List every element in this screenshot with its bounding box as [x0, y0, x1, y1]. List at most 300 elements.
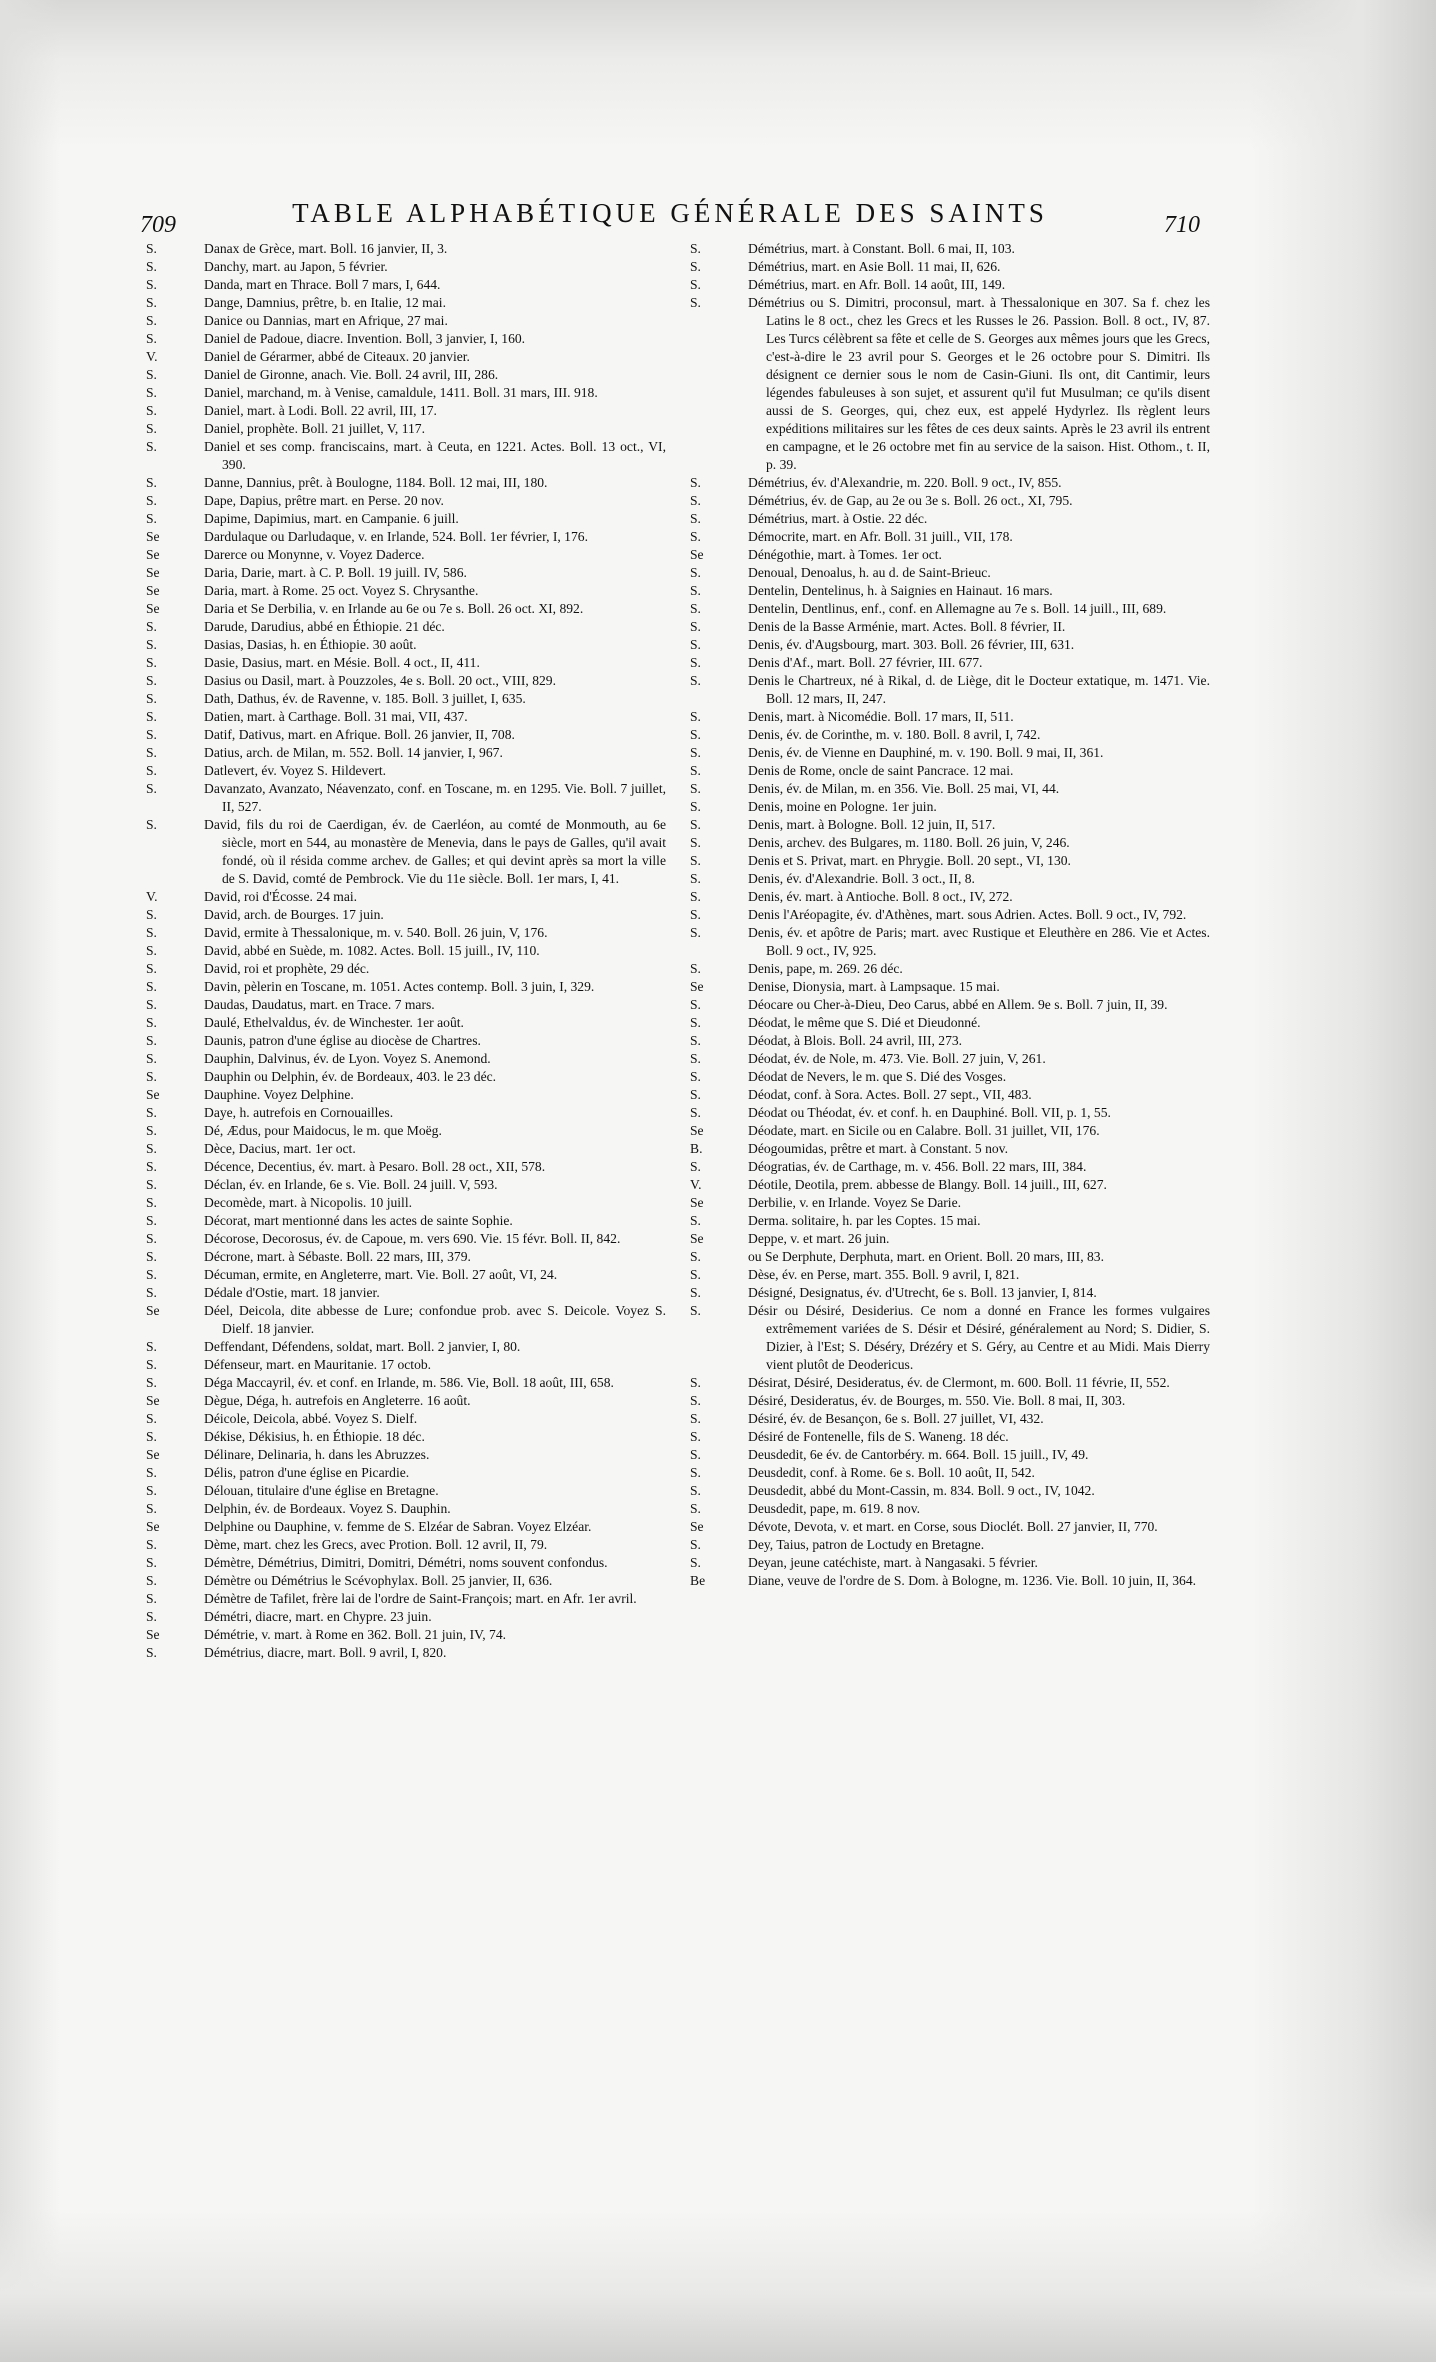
entry-text: David, fils du roi de Caerdigan, év. de Caerléon, au comté de Monmouth, au 6e siècle, mort en 544, au monastère de Menevia, dans le pays de Galles, qu'il avait fondé, où il résida comme archev. de Galles; et qui devint après sa mort la ville de S. David, comté de Pembrock. Vie du 11e siècle. Boll. 1er mars, I, 41.	[204, 817, 666, 886]
entry-prefix: S.	[146, 1213, 157, 1228]
scan-bottom-edge	[0, 2210, 1436, 2362]
entry-prefix: S.	[690, 745, 701, 760]
index-entry	[690, 1554, 1210, 1572]
index-entry	[146, 1464, 666, 1482]
index-entry	[690, 564, 1210, 582]
entry-prefix: S.	[146, 1573, 157, 1588]
entry-text: Deusdedit, abbé du Mont-Cassin, m. 834. Boll. 9 oct., IV, 1042.	[748, 1483, 1095, 1498]
index-entry	[146, 654, 666, 672]
index-entry	[146, 978, 666, 996]
index-entry	[146, 1518, 666, 1536]
entry-text: Denise, Dionysia, mart. à Lampsaque. 15 mai.	[748, 979, 1000, 994]
index-entry	[146, 420, 666, 438]
entry-prefix: S.	[146, 277, 157, 292]
index-entry	[146, 1248, 666, 1266]
index-entry	[690, 1086, 1210, 1104]
index-entry	[146, 1446, 666, 1464]
entry-prefix: S.	[146, 1069, 157, 1084]
entry-text: Dé, Ædus, pour Maidocus, le m. que Moëg.	[204, 1123, 442, 1138]
entry-text: Dasius ou Dasil, mart. à Pouzzoles, 4e s. Boll. 20 oct., VIII, 829.	[204, 673, 557, 688]
index-entry	[146, 1212, 666, 1230]
entry-text: Daniel de Padoue, diacre. Invention. Boll, 3 janvier, I, 160.	[204, 331, 526, 346]
entry-prefix: S.	[146, 1033, 157, 1048]
entry-prefix: S.	[146, 979, 157, 994]
index-entry	[690, 978, 1210, 996]
entry-text: Déodat, conf. à Sora. Actes. Boll. 27 sept., VII, 483.	[748, 1087, 1032, 1102]
entry-text: Daniel, marchand, m. à Venise, camaldule, 1411. Boll. 31 mars, III. 918.	[204, 385, 598, 400]
entry-text: Daniel, prophète. Boll. 21 juillet, V, 117.	[204, 421, 426, 436]
entry-text: Démétrius, mart. à Ostie. 22 déc.	[748, 511, 928, 526]
entry-prefix: Se	[690, 547, 704, 562]
index-entry	[690, 834, 1210, 852]
index-entry	[690, 294, 1210, 474]
index-entry	[146, 312, 666, 330]
entry-text: Dey, Taius, patron de Loctudy en Bretagne.	[748, 1537, 985, 1552]
entry-text: Déga Maccayril, év. et conf. en Irlande, m. 586. Vie, Boll. 18 août, III, 658.	[204, 1375, 614, 1390]
entry-text: David, abbé en Suède, m. 1082. Actes. Boll. 15 juill., IV, 110.	[204, 943, 540, 958]
index-entry	[690, 474, 1210, 492]
index-entry	[146, 492, 666, 510]
entry-prefix: S.	[690, 907, 701, 922]
entry-text: Denis et S. Privat, mart. en Phrygie. Boll. 20 sept., VI, 130.	[748, 853, 1071, 868]
index-entry	[690, 654, 1210, 672]
entry-text: David, roi d'Écosse. 24 mai.	[204, 889, 358, 904]
entry-text: Dauphine. Voyez Delphine.	[204, 1087, 354, 1102]
index-entry	[146, 960, 666, 978]
index-entry	[146, 1014, 666, 1032]
index-entry	[146, 1266, 666, 1284]
entry-text: Dardulaque ou Darludaque, v. en Irlande, 524. Boll. 1er février, I, 176.	[204, 529, 588, 544]
entry-text: Désir ou Désiré, Desiderius. Ce nom a donné en France les formes vulgaires extrêmement variées de S. Désir et Désiré, généralement au Nord; S. Didier, S. Dizier, à l'Est; S. Déséry, Drézéry et S. Géry, au Centre et au Midi. Mais Dierry vient plutôt de Deodericus.	[748, 1303, 1210, 1372]
entry-prefix: S.	[146, 1375, 157, 1390]
entry-text: Désiré, év. de Besançon, 6e s. Boll. 27 juillet, VI, 432.	[748, 1411, 1044, 1426]
entry-text: Délouan, titulaire d'une église en Bretagne.	[204, 1483, 439, 1498]
index-entry	[690, 1446, 1210, 1464]
entry-text: Défenseur, mart. en Mauritanie. 17 octob.	[204, 1357, 432, 1372]
entry-prefix: S.	[690, 817, 701, 832]
index-entry	[690, 1572, 1210, 1590]
entry-text: Dape, Dapius, prêtre mart. en Perse. 20 nov.	[204, 493, 444, 508]
entry-text: Démètre de Tafilet, frère lai de l'ordre de Saint-François; mart. en Afr. 1er avril.	[204, 1591, 637, 1606]
entry-prefix: S.	[146, 673, 157, 688]
entry-prefix: Se	[146, 565, 160, 580]
entry-text: Daudas, Daudatus, mart. en Trace. 7 mars.	[204, 997, 435, 1012]
index-entry	[146, 1500, 666, 1518]
entry-prefix: S.	[146, 403, 157, 418]
entry-text: Démétrie, v. mart. à Rome en 362. Boll. 21 juin, IV, 74.	[204, 1627, 507, 1642]
index-entry	[146, 1140, 666, 1158]
index-entry	[146, 1374, 666, 1392]
entry-text: Dèse, év. en Perse, mart. 355. Boll. 9 avril, I, 821.	[748, 1267, 1020, 1282]
entry-text: Deppe, v. et mart. 26 juin.	[748, 1231, 890, 1246]
index-entry	[690, 726, 1210, 744]
entry-prefix: S.	[146, 745, 157, 760]
entry-text: Démétrius, év. d'Alexandrie, m. 220. Boll. 9 oct., IV, 855.	[748, 475, 1062, 490]
entry-text: Démétrius, év. de Gap, au 2e ou 3e s. Boll. 26 oct., XI, 795.	[748, 493, 1073, 508]
entry-prefix: S.	[690, 1555, 701, 1570]
entry-prefix: S.	[146, 1429, 157, 1444]
entry-prefix: Se	[146, 1393, 160, 1408]
entry-prefix: S.	[146, 1609, 157, 1624]
index-entry	[146, 1338, 666, 1356]
index-entry	[146, 294, 666, 312]
entry-prefix: S.	[146, 1105, 157, 1120]
entry-prefix: S.	[146, 925, 157, 940]
entry-prefix: S.	[690, 1213, 701, 1228]
entry-prefix: S.	[690, 835, 701, 850]
entry-prefix: S.	[690, 673, 701, 688]
entry-prefix: Se	[146, 1627, 160, 1642]
scan-top-edge	[0, 0, 1436, 150]
entry-prefix: S.	[690, 997, 701, 1012]
index-entry	[690, 1518, 1210, 1536]
index-entry	[690, 600, 1210, 618]
entry-prefix: S.	[146, 1357, 157, 1372]
entry-text: Démocrite, mart. en Afr. Boll. 31 juill., VII, 178.	[748, 529, 1013, 544]
index-entry	[146, 402, 666, 420]
entry-text: Davin, pèlerin en Toscane, m. 1051. Actes contemp. Boll. 3 juin, I, 329.	[204, 979, 595, 994]
entry-prefix: S.	[146, 475, 157, 490]
entry-prefix: S.	[146, 1249, 157, 1264]
entry-prefix: Se	[146, 1519, 160, 1534]
entry-text: Démétrius, diacre, mart. Boll. 9 avril, I, 820.	[204, 1645, 447, 1660]
index-entry	[146, 1068, 666, 1086]
index-entry	[690, 798, 1210, 816]
entry-prefix: S.	[690, 475, 701, 490]
entry-prefix: S.	[690, 727, 701, 742]
left-column	[146, 240, 666, 1662]
entry-prefix: S.	[690, 1285, 701, 1300]
index-entry	[146, 582, 666, 600]
index-entry	[146, 546, 666, 564]
entry-text: Déodat ou Théodat, év. et conf. h. en Dauphiné. Boll. VII, p. 1, 55.	[748, 1105, 1111, 1120]
entry-prefix: S.	[146, 1159, 157, 1174]
entry-prefix: S.	[146, 709, 157, 724]
entry-prefix: S.	[146, 421, 157, 436]
entry-prefix: S.	[690, 1015, 701, 1030]
index-entry	[146, 510, 666, 528]
index-entry	[690, 852, 1210, 870]
entry-text: Déodat, le même que S. Dié et Dieudonné.	[748, 1015, 981, 1030]
entry-prefix: S.	[690, 655, 701, 670]
entry-text: Dédale d'Ostie, mart. 18 janvier.	[204, 1285, 380, 1300]
entry-prefix: S.	[690, 1501, 701, 1516]
entry-text: Denis, archev. des Bulgares, m. 1180. Boll. 26 juin, V, 246.	[748, 835, 1070, 850]
index-entry	[690, 636, 1210, 654]
entry-text: Daria, mart. à Rome. 25 oct. Voyez S. Chrysanthe.	[204, 583, 479, 598]
index-entry	[146, 1428, 666, 1446]
scan-left-edge	[0, 0, 60, 2362]
index-entry	[146, 1626, 666, 1644]
entry-prefix: S.	[690, 853, 701, 868]
entry-prefix: S.	[146, 1537, 157, 1552]
entry-prefix: S.	[146, 1015, 157, 1030]
entry-text: Daulé, Ethelvaldus, év. de Winchester. 1er août.	[204, 1015, 464, 1030]
entry-text: Datlevert, év. Voyez S. Hildevert.	[204, 763, 387, 778]
entry-prefix: V.	[146, 349, 158, 364]
entry-prefix: Se	[146, 601, 160, 616]
entry-text: Denis, mart. à Bologne. Boll. 12 juin, II, 517.	[748, 817, 996, 832]
index-entry	[146, 1302, 666, 1338]
entry-prefix: S.	[146, 1465, 157, 1480]
index-entry	[690, 1410, 1210, 1428]
index-entry	[146, 1050, 666, 1068]
entry-prefix: S.	[146, 1141, 157, 1156]
entry-prefix: S.	[146, 1339, 157, 1354]
entry-text: Danice ou Dannias, mart en Afrique, 27 mai.	[204, 313, 448, 328]
entry-prefix: Se	[146, 583, 160, 598]
entry-text: Dauphin ou Delphin, év. de Bordeaux, 403. le 23 déc.	[204, 1069, 497, 1084]
index-entry	[690, 780, 1210, 798]
entry-text: Dentelin, Dentelinus, h. à Saignies en Hainaut. 16 mars.	[748, 583, 1053, 598]
index-entry	[146, 780, 666, 816]
entry-prefix: S.	[146, 727, 157, 742]
entry-text: Dasie, Dasius, mart. en Mésie. Boll. 4 oct., II, 411.	[204, 655, 480, 670]
index-entry	[146, 672, 666, 690]
index-entry	[690, 1464, 1210, 1482]
entry-text: Dasias, Dasias, h. en Éthiopie. 30 août.	[204, 637, 417, 652]
index-entry	[146, 474, 666, 492]
entry-text: Denis de la Basse Arménie, mart. Actes. Boll. 8 février, II.	[748, 619, 1066, 634]
index-entry	[146, 1122, 666, 1140]
index-entry	[146, 240, 666, 258]
index-entry	[146, 744, 666, 762]
entry-text: Déogoumidas, prêtre et mart. à Constant. 5 nov.	[748, 1141, 1008, 1156]
entry-prefix: S.	[690, 1447, 701, 1462]
index-entry	[146, 816, 666, 888]
entry-prefix: S.	[690, 1105, 701, 1120]
index-entry	[146, 726, 666, 744]
entry-prefix: S.	[690, 1069, 701, 1084]
entry-prefix: S.	[690, 1393, 701, 1408]
entry-text: Déodat, év. de Nole, m. 473. Vie. Boll. 27 juin, V, 261.	[748, 1051, 1046, 1066]
entry-prefix: S.	[690, 601, 701, 616]
entry-prefix: S.	[690, 583, 701, 598]
entry-text: David, roi et prophète, 29 déc.	[204, 961, 370, 976]
entry-prefix: V.	[146, 889, 158, 904]
entry-text: Déicole, Deicola, abbé. Voyez S. Dielf.	[204, 1411, 418, 1426]
entry-text: Delphin, év. de Bordeaux. Voyez S. Dauphin.	[204, 1501, 451, 1516]
entry-text: Délis, patron d'une église en Picardie.	[204, 1465, 410, 1480]
entry-text: Denis, év. mart. à Antioche. Boll. 8 oct., IV, 272.	[748, 889, 1013, 904]
entry-prefix: S.	[146, 637, 157, 652]
entry-prefix: S.	[146, 331, 157, 346]
entry-prefix: S.	[146, 817, 157, 832]
entry-prefix: S.	[690, 961, 701, 976]
entry-prefix: S.	[690, 763, 701, 778]
entry-prefix: S.	[690, 1375, 701, 1390]
entry-text: Dentelin, Dentlinus, enf., conf. en Allemagne au 7e s. Boll. 14 juill., III, 689.	[748, 601, 1167, 616]
entry-text: Déclan, év. en Irlande, 6e s. Vie. Boll. 24 juill. V, 593.	[204, 1177, 498, 1192]
entry-text: David, arch. de Bourges. 17 juin.	[204, 907, 384, 922]
entry-text: Denis, év. et apôtre de Paris; mart. avec Rustique et Eleuthère en 286. Vie et Actes. Boll. 9 oct., IV, 925.	[748, 925, 1210, 958]
entry-text: Daniel, mart. à Lodi. Boll. 22 avril, III, 17.	[204, 403, 437, 418]
entry-prefix: S.	[146, 241, 157, 256]
index-entry	[146, 1194, 666, 1212]
entry-prefix: V.	[690, 1177, 702, 1192]
entry-text: Dègue, Déga, h. autrefois en Angleterre. 16 août.	[204, 1393, 471, 1408]
index-entry	[690, 906, 1210, 924]
entry-text: Denis, moine en Pologne. 1er juin.	[748, 799, 937, 814]
entry-prefix: S.	[690, 511, 701, 526]
entry-text: Datius, arch. de Milan, m. 552. Boll. 14 janvier, I, 967.	[204, 745, 503, 760]
index-entry	[146, 276, 666, 294]
index-entry	[146, 564, 666, 582]
index-entry	[146, 1230, 666, 1248]
entry-prefix: S.	[690, 493, 701, 508]
entry-text: Darude, Darudius, abbé en Éthiopie. 21 déc.	[204, 619, 445, 634]
entry-prefix: S.	[690, 565, 701, 580]
entry-text: Démétrius, mart. à Constant. Boll. 6 mai, II, 103.	[748, 241, 1015, 256]
entry-prefix: S.	[146, 1123, 157, 1138]
entry-prefix: S.	[146, 259, 157, 274]
index-entry	[690, 1230, 1210, 1248]
entry-prefix: S.	[690, 799, 701, 814]
entry-text: Démétrius, mart. en Asie Boll. 11 mai, II, 626.	[748, 259, 1001, 274]
entry-text: Démétri, diacre, mart. en Chypre. 23 juin.	[204, 1609, 432, 1624]
index-entry	[690, 1158, 1210, 1176]
entry-text: David, ermite à Thessalonique, m. v. 540. Boll. 26 juin, V, 176.	[204, 925, 548, 940]
entry-prefix: S.	[146, 655, 157, 670]
index-entry	[146, 1554, 666, 1572]
entry-prefix: S.	[690, 709, 701, 724]
entry-text: Daye, h. autrefois en Cornouailles.	[204, 1105, 394, 1120]
entry-prefix: S.	[146, 1267, 157, 1282]
index-entry	[146, 1104, 666, 1122]
index-entry	[146, 1032, 666, 1050]
index-entry	[690, 816, 1210, 834]
entry-text: Désiré de Fontenelle, fils de S. Waneng. 18 déc.	[748, 1429, 1009, 1444]
entry-text: Denis, mart. à Nicomédie. Boll. 17 mars, II, 511.	[748, 709, 1014, 724]
index-entry	[146, 636, 666, 654]
index-entry	[146, 438, 666, 474]
index-entry	[690, 510, 1210, 528]
entry-text: Dénégothie, mart. à Tomes. 1er oct.	[748, 547, 942, 562]
entry-prefix: B.	[690, 1141, 703, 1156]
index-entry	[146, 1176, 666, 1194]
entry-text: Deusdedit, pape, m. 619. 8 nov.	[748, 1501, 921, 1516]
entry-text: Diane, veuve de l'ordre de S. Dom. à Bologne, m. 1236. Vie. Boll. 10 juin, II, 364.	[748, 1573, 1197, 1588]
entry-text: Décuman, ermite, en Angleterre, mart. Vie. Boll. 27 août, VI, 24.	[204, 1267, 558, 1282]
entry-text: Daria, Darie, mart. à C. P. Boll. 19 juill. IV, 586.	[204, 565, 467, 580]
entry-prefix: S.	[146, 493, 157, 508]
index-entry	[146, 528, 666, 546]
entry-prefix: S.	[690, 1051, 701, 1066]
index-entry	[690, 1140, 1210, 1158]
entry-text: Démètre, Démétrius, Dimitri, Domitri, Démétri, noms souvent confondus.	[204, 1555, 608, 1570]
entry-text: Derma. solitaire, h. par les Coptes. 15 mai.	[748, 1213, 981, 1228]
entry-prefix: S.	[690, 277, 701, 292]
index-entry	[690, 1032, 1210, 1050]
index-entry	[146, 1410, 666, 1428]
entry-text: Déodate, mart. en Sicile ou en Calabre. Boll. 31 juillet, VII, 176.	[748, 1123, 1100, 1138]
entry-text: Deffendant, Défendens, soldat, mart. Boll. 2 janvier, I, 80.	[204, 1339, 521, 1354]
index-entry	[690, 528, 1210, 546]
entry-prefix: Se	[146, 1447, 160, 1462]
entry-prefix: S.	[690, 1159, 701, 1174]
scan-right-edge	[1250, 0, 1436, 2362]
entry-text: Denis, év. d'Alexandrie. Boll. 3 oct., II, 8.	[748, 871, 975, 886]
entry-prefix: S.	[690, 1087, 701, 1102]
index-entry	[146, 1158, 666, 1176]
entry-text: Démétrius, mart. en Afr. Boll. 14 août, III, 149.	[748, 277, 1006, 292]
index-entry	[690, 1212, 1210, 1230]
entry-prefix: S.	[146, 781, 157, 796]
index-entry	[690, 1302, 1210, 1374]
entry-prefix: S.	[146, 907, 157, 922]
entry-prefix: S.	[690, 295, 701, 310]
entry-prefix: S.	[146, 1195, 157, 1210]
entry-prefix: S.	[146, 1285, 157, 1300]
page-header	[140, 198, 1200, 238]
entry-text: Déocare ou Cher-à-Dieu, Deo Carus, abbé en Allem. 9e s. Boll. 7 juin, II, 39.	[748, 997, 1168, 1012]
entry-text: Daunis, patron d'une église au diocèse de Chartres.	[204, 1033, 481, 1048]
index-entry	[146, 906, 666, 924]
index-entry	[690, 1050, 1210, 1068]
index-entry	[690, 924, 1210, 960]
index-entry	[146, 1536, 666, 1554]
entry-text: Dèce, Dacius, mart. 1er oct.	[204, 1141, 356, 1156]
entry-prefix: S.	[146, 367, 157, 382]
index-entry	[690, 888, 1210, 906]
entry-prefix: Be	[690, 1573, 706, 1588]
entry-prefix: S.	[690, 1249, 701, 1264]
entry-text: Dème, mart. chez les Grecs, avec Protion. Boll. 12 avril, II, 79.	[204, 1537, 548, 1552]
index-entry	[690, 618, 1210, 636]
entry-text: Décorat, mart mentionné dans les actes de sainte Sophie.	[204, 1213, 513, 1228]
entry-prefix: S.	[690, 871, 701, 886]
entry-text: Darerce ou Monynne, v. Voyez Daderce.	[204, 547, 425, 562]
entry-prefix: S.	[146, 943, 157, 958]
index-entry	[690, 870, 1210, 888]
entry-text: Désigné, Designatus, év. d'Utrecht, 6e s. Boll. 13 janvier, I, 814.	[748, 1285, 1097, 1300]
entry-text: Datif, Dativus, mart. en Afrique. Boll. 26 janvier, II, 708.	[204, 727, 515, 742]
entry-text: Décrone, mart. à Sébaste. Boll. 22 mars, III, 379.	[204, 1249, 471, 1264]
entry-text: Dékise, Dékisius, h. en Éthiopie. 18 déc.	[204, 1429, 425, 1444]
entry-prefix: Se	[146, 1087, 160, 1102]
entry-prefix: S.	[690, 925, 701, 940]
index-entry	[690, 582, 1210, 600]
entry-text: Denis, év. de Vienne en Dauphiné, m. v. 190. Boll. 9 mai, II, 361.	[748, 745, 1104, 760]
index-entry	[146, 1284, 666, 1302]
entry-text: Denis, év. de Milan, m. en 356. Vie. Boll. 25 mai, VI, 44.	[748, 781, 1060, 796]
index-entry	[146, 366, 666, 384]
index-entry	[690, 1284, 1210, 1302]
index-entry	[690, 258, 1210, 276]
entry-prefix: S.	[690, 1033, 701, 1048]
index-entry	[690, 1500, 1210, 1518]
entry-text: Davanzato, Avanzato, Néavenzato, conf. en Toscane, m. en 1295. Vie. Boll. 7 juillet, II, 527.	[204, 781, 666, 814]
entry-prefix: S.	[146, 997, 157, 1012]
index-entry	[146, 1572, 666, 1590]
index-entry	[146, 600, 666, 618]
index-entry	[146, 1086, 666, 1104]
entry-prefix: S.	[690, 781, 701, 796]
entry-prefix: S.	[146, 439, 157, 454]
entry-text: Denis le Chartreux, né à Rikal, d. de Liège, dit le Docteur extatique, m. 1471. Vie. Boll. 12 mars, II, 247.	[748, 673, 1210, 706]
index-entry	[146, 762, 666, 780]
entry-prefix: S.	[690, 619, 701, 634]
entry-text: Dévote, Devota, v. et mart. en Corse, sous Dioclét. Boll. 27 janvier, II, 770.	[748, 1519, 1158, 1534]
index-entry	[690, 1266, 1210, 1284]
entry-text: Datien, mart. à Carthage. Boll. 31 mai, VII, 437.	[204, 709, 468, 724]
entry-text: Deyan, jeune catéchiste, mart. à Nangasaki. 5 février.	[748, 1555, 1038, 1570]
entry-prefix: S.	[146, 619, 157, 634]
entry-prefix: S.	[146, 1051, 157, 1066]
index-entry	[146, 708, 666, 726]
index-entry	[146, 1644, 666, 1662]
entry-prefix: S.	[690, 889, 701, 904]
